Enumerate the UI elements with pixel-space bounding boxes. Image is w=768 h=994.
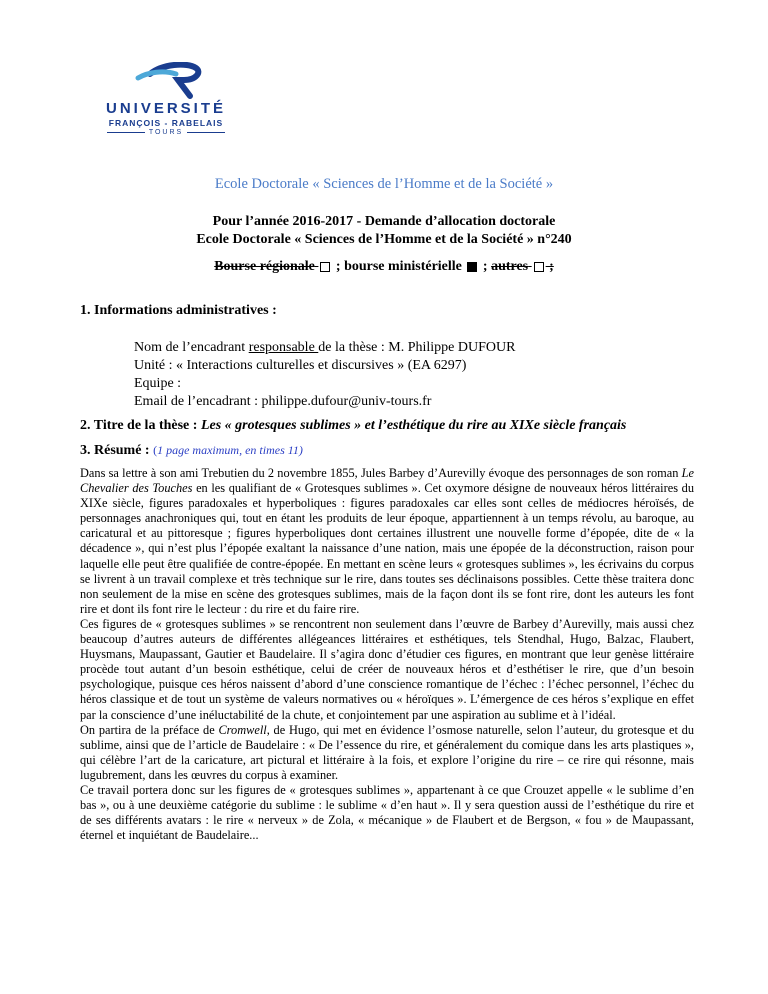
autres-checkbox[interactable] [534,262,544,272]
resume-paragraph-3: On partira de la préface de Cromwell, de Hugo, qui met en évidence l’osmose naturelle, selon l’auteur, du grotesque et du sublime, ainsi que de l’article de Baudelaire : « De l’essence du rire, et généralement du comique dans les arts plastiques », qui célèbre l’art de la caricature, art pictural et littéraire à la fois, et explore l’origine du rire – ce rire qui résonne, mais lugubrement, dans les œuvres du corpus à examiner. [80,722,694,782]
bourse-regionale-label: Bourse régionale [214,259,332,274]
equipe-line: Equipe : [134,376,182,391]
encadrant-line: Nom de l’encadrant responsable de la thèse : M. Philippe DUFOUR [134,340,516,355]
logo-tours-text: TOURS [148,129,184,136]
bourse-ministerielle-label: ; bourse ministérielle [332,259,466,274]
resume-paragraph-1: Dans sa lettre à son ami Trebutien du 2 novembre 1855, Jules Barbey d’Aurevilly évoque des personnages de son roman Le Chevalier des Touches en les qualifiant de « Grotesques sublimes ». Cet oxymore désigne de nouveaux héros littéraires du XIXe siècle, figures paradoxales et hyperboliques : figures paradoxales car elles sont celles de médiocres héroïsés, de personnages anachroniques qui, tout en étant les produits de leur époque, appartiennent à un temps révolu, au baroque, au caricatural et au pittoresque ; figures hyperboliques dont certaines illustrent une nouvelle forme d’épopée, dite de « la décadence », qui n’est plus l’épopée exaltant la naissance d’une nation, mais une épopée de la déconstruction, raison pour laquelle elle peut être qualifiée de contre-épopée. En mettant en scène leurs « grotesques sublimes », les écrivains du corpus se livrent à un travail complexe et très technique sur le rire, dans toutes ses déclinaisons possibles. Cette thèse traitera donc non seulement de la mise en scène des grotesques sublimes, mais de la façon dont ils se font rire, dont les auteurs les font rire et dont ils font rire le lecteur : du rire et du faire rire. [80,466,694,616]
resume-paragraph-4: Ce travail portera donc sur les figures de « grotesques sublimes », appartenant à ce que Crouzet appelle « le sublime d’en bas », ou à une deuxième catégorie du sublime : le sublime « d’en haut ». Il y sera question aussi de l’esthétique du rire et de ses différents avatars : le rire « nerveux » de Zola, « mécanique » de Flaubert et de Bergson, « fou » de Maupassant, éternel et inquiétant de Baudelaire... [80,782,694,843]
logo-rule-right [187,132,225,133]
resume-body [80,466,694,843]
title-line-1: Pour l’année 2016-2017 - Demande d’allocation doctorale [212,214,556,229]
resume-paragraph-2: Ces figures de « grotesques sublimes » se rencontrent non seulement dans l’œuvre de Barbey d’Aurevilly, mais aussi chez beaucoup d’autres auteurs de différentes allégeances littéraires et esthétiques, tels Stendhal, Hugo, Balzac, Flaubert, Huysmans, Maupassant, Gautier et Baudelaire. Il s’agira donc d’étudier ces figures, en montrant que leur genèse littéraire procède tout autant d’un besoin esthétique, celui de créer de nouveaux héros et d’esthétiser le rire, que d’un besoin psychologique, puisque ces héros naissent d’abord d’une conscience romantique de l’échec : l’échec personnel, l’échec du héros classique et de tout un système de valeurs normatives ou « héroïques ». L’émergence de ces héros s’explique en effet par la conscience d’une inéluctabilité de la chute, et conjointement par une aspiration au sublime et à l’idéal. [80,616,694,722]
section-3-heading: 3. Résumé : (1 page maximum, en times 11) [80,443,303,458]
email-line: Email de l’encadrant : philippe.dufour@univ-tours.fr [134,394,432,409]
logo-line-universite: UNIVERSITÉ [105,100,226,117]
bourse-type-selector: Bourse régionale ; bourse ministérielle ; autres ; [214,259,554,274]
section-1-heading: 1. Informations administratives : [80,303,277,318]
logo-rule-left [107,132,145,133]
bourse-ministerielle-checkbox[interactable] [467,262,477,272]
bourse-regionale-checkbox[interactable] [320,262,330,272]
administrative-info [134,339,515,411]
autres-label: autres ; [491,259,554,274]
title-line-2: Ecole Doctorale « Sciences de l’Homme et de la Société » n°240 [196,232,572,247]
logo-line-tours [92,129,240,136]
resume-hint: ( [153,443,158,457]
section-2-heading: 2. Titre de la thèse : Les « grotesques sublimes » et l’esthétique du rire au XIXe siècle français [80,418,627,433]
university-logo [92,100,240,136]
ecole-doctorale-heading: Ecole Doctorale « Sciences de l’Homme et de la Société » [214,176,554,192]
thesis-title: Les « grotesques sublimes » et l’esthétique du rire au XIXe siècle français [200,418,627,433]
logo-line-francois-rabelais: FRANÇOIS - RABELAIS [108,118,224,128]
university-logo-emblem [92,62,240,102]
unite-line: Unité : « Interactions culturelles et discursives » (EA 6297) [134,358,467,373]
document-title [0,213,768,249]
